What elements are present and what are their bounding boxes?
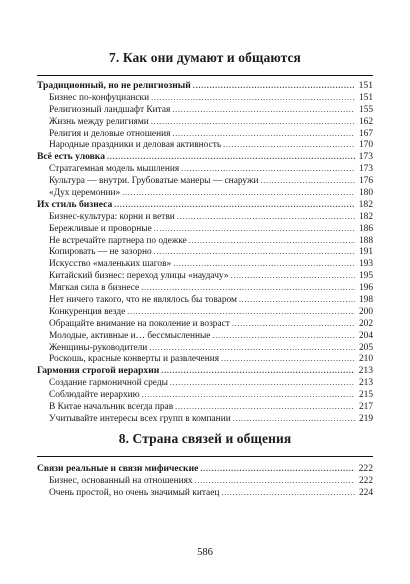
toc-entry-title: Бизнес-культура: корни и ветви bbox=[49, 211, 175, 222]
toc-entry-page: 167 bbox=[358, 128, 373, 139]
toc-entry-title: Очень простой, но очень значимый китаец bbox=[49, 487, 220, 498]
chapter-7-heading: 7. Как они думают и общаются bbox=[109, 50, 301, 65]
toc-entry bbox=[37, 235, 373, 247]
toc-entry-title: Жизнь между религиями bbox=[49, 116, 149, 127]
toc-entry-title: Роскошь, красные конверты и развлечения bbox=[49, 354, 220, 365]
dot-leader bbox=[122, 187, 355, 199]
toc-section-entry bbox=[37, 199, 373, 211]
toc-entry-page: 215 bbox=[358, 390, 373, 401]
toc-entry-page: 204 bbox=[358, 330, 373, 341]
toc-entry-title: Гармония строгой иерархии bbox=[37, 365, 160, 377]
toc-entry-title: Не встречайте партнера по одежке bbox=[49, 235, 187, 246]
toc-entry-page: 151 bbox=[358, 92, 373, 103]
toc-entry-page: 188 bbox=[358, 235, 373, 246]
toc-entry-page: 213 bbox=[358, 378, 373, 389]
toc-entry bbox=[37, 475, 373, 487]
toc-entry-title: Учитывайте интересы всех групп в компании bbox=[49, 413, 231, 424]
toc-entry-title: Религиозный ландшафт Китая bbox=[49, 104, 171, 115]
toc-entry-title: Религия и деловые отношения bbox=[49, 128, 171, 139]
dot-leader bbox=[260, 175, 355, 187]
toc-entry-page: 222 bbox=[358, 463, 373, 474]
toc-entry-title: Копировать — не зазорно bbox=[49, 247, 152, 258]
toc-entry bbox=[37, 270, 373, 282]
dot-leader bbox=[221, 487, 355, 499]
toc-entry-page: 155 bbox=[358, 104, 373, 115]
toc-entry-page: 219 bbox=[358, 413, 373, 424]
toc-entry-page: 213 bbox=[358, 365, 373, 377]
toc-entry bbox=[37, 318, 373, 330]
toc-entry-title: Соблюдайте иерархию bbox=[49, 390, 140, 401]
toc-entry bbox=[37, 116, 373, 128]
toc-entry-title: Традиционный, но не религиозный bbox=[37, 80, 191, 91]
chapter-8-toc bbox=[37, 463, 373, 499]
dot-leader bbox=[154, 246, 355, 258]
chapter-8-heading: 8. Страна связей и общения bbox=[118, 431, 292, 446]
dot-leader bbox=[151, 116, 355, 128]
page-number: 586 bbox=[197, 547, 213, 558]
toc-entry-title: Народные праздники и деловая активность bbox=[49, 140, 222, 151]
toc-entry bbox=[37, 401, 373, 413]
toc-section-entry bbox=[37, 80, 373, 92]
dot-leader bbox=[239, 294, 355, 306]
dot-leader bbox=[127, 306, 355, 318]
toc-entry bbox=[37, 175, 373, 187]
toc-entry bbox=[37, 487, 373, 499]
toc-section-entry bbox=[37, 463, 373, 475]
toc-entry-page: 193 bbox=[358, 259, 373, 270]
toc-entry bbox=[37, 258, 373, 270]
toc-entry-title: Обращайте внимание на поколение и возраст bbox=[49, 318, 230, 329]
dot-leader bbox=[107, 151, 355, 163]
dot-leader bbox=[172, 104, 355, 116]
chapter-8-rule bbox=[37, 456, 373, 457]
dot-leader bbox=[232, 318, 355, 330]
toc-entry bbox=[37, 377, 373, 389]
toc-entry bbox=[37, 139, 373, 151]
dot-leader bbox=[231, 270, 355, 282]
toc-entry-page: 180 bbox=[358, 188, 373, 199]
toc-entry-page: 173 bbox=[358, 151, 373, 163]
dot-leader bbox=[149, 342, 355, 354]
toc-entry bbox=[37, 92, 373, 104]
toc-entry-title: Женщины-руководители bbox=[49, 342, 148, 353]
toc-entry bbox=[37, 187, 373, 199]
dot-leader bbox=[177, 211, 355, 223]
toc-entry bbox=[37, 223, 373, 235]
toc-entry-page: 222 bbox=[358, 475, 373, 486]
dot-leader bbox=[200, 463, 355, 475]
dot-leader bbox=[223, 139, 355, 151]
toc-entry-title: Молодые, активные и… бессмысленные bbox=[49, 330, 211, 341]
toc-entry-page: 162 bbox=[358, 116, 373, 127]
toc-entry bbox=[37, 282, 373, 294]
toc-entry-page: 210 bbox=[358, 354, 373, 365]
toc-entry bbox=[37, 330, 373, 342]
dot-leader bbox=[151, 92, 355, 104]
toc-entry bbox=[37, 104, 373, 116]
toc-entry bbox=[37, 389, 373, 401]
dot-leader bbox=[189, 235, 355, 247]
dot-leader bbox=[195, 475, 355, 487]
toc-entry-title: Культура — внутри. Грубоватые манеры — снаружи bbox=[49, 176, 259, 187]
chapter-7-toc bbox=[37, 80, 373, 425]
toc-entry-title: Бизнес, основанный на отношениях bbox=[49, 475, 193, 486]
toc-entry bbox=[37, 163, 373, 175]
toc-entry-title: Конкуренция везде bbox=[49, 306, 126, 317]
dot-leader bbox=[170, 377, 355, 389]
toc-section-entry bbox=[37, 365, 373, 377]
dot-leader bbox=[172, 128, 355, 140]
dot-leader bbox=[181, 163, 355, 175]
dot-leader bbox=[212, 330, 355, 342]
toc-entry-title: Их стиль бизнеса bbox=[37, 198, 113, 210]
toc-entry bbox=[37, 342, 373, 354]
toc-entry-page: 202 bbox=[358, 318, 373, 329]
toc-entry-title: Бережливые и проворные bbox=[49, 223, 152, 234]
toc-entry-page: 191 bbox=[358, 247, 373, 258]
toc-entry-title: «Дух церемонии» bbox=[49, 188, 121, 199]
toc-entry-page: 217 bbox=[358, 402, 373, 413]
toc-entry-page: 182 bbox=[358, 198, 373, 210]
toc-entry-page: 224 bbox=[358, 487, 373, 498]
dot-leader bbox=[114, 199, 355, 211]
toc-entry-page: 198 bbox=[358, 295, 373, 306]
chapter-7-rule bbox=[37, 75, 373, 76]
toc-entry-page: 205 bbox=[358, 342, 373, 353]
dot-leader bbox=[161, 365, 355, 377]
dot-leader bbox=[175, 401, 355, 413]
toc-entry bbox=[37, 246, 373, 258]
toc-section-entry bbox=[37, 151, 373, 163]
dot-leader bbox=[141, 282, 355, 294]
toc-entry-page: 200 bbox=[358, 306, 373, 317]
dot-leader bbox=[193, 80, 355, 92]
toc-entry-page: 170 bbox=[358, 140, 373, 151]
dot-leader bbox=[221, 353, 355, 365]
toc-entry bbox=[37, 306, 373, 318]
toc-entry bbox=[37, 353, 373, 365]
dot-leader bbox=[173, 258, 355, 270]
toc-entry-title: Нет ничего такого, что не являлось бы товаром bbox=[49, 295, 237, 306]
toc-entry-page: 176 bbox=[358, 176, 373, 187]
toc-entry-title: Создание гармоничной среды bbox=[49, 378, 168, 389]
toc-entry-title: Всё есть уловка bbox=[37, 151, 105, 163]
toc-entry-title: Стратагемная модель мышления bbox=[49, 164, 180, 175]
dot-leader bbox=[233, 413, 355, 425]
toc-entry bbox=[37, 294, 373, 306]
toc-entry-title: Бизнес по-конфуциански bbox=[49, 92, 150, 103]
toc-entry-title: Связи реальные и связи мифические bbox=[37, 463, 199, 474]
dot-leader bbox=[154, 223, 355, 235]
toc-entry-page: 196 bbox=[358, 283, 373, 294]
toc-entry bbox=[37, 413, 373, 425]
toc-entry-title: Китайский бизнес: переход улицы «наудачу» bbox=[49, 271, 229, 282]
toc-entry-title: Мягкая сила в бизнесе bbox=[49, 283, 140, 294]
toc-entry-page: 186 bbox=[358, 223, 373, 234]
dot-leader bbox=[142, 389, 355, 401]
toc-entry-page: 182 bbox=[358, 211, 373, 222]
toc-entry bbox=[37, 128, 373, 140]
toc-entry-page: 195 bbox=[358, 271, 373, 282]
toc-entry-page: 151 bbox=[358, 80, 373, 91]
toc-entry-page: 173 bbox=[358, 164, 373, 175]
toc-entry-title: Искусство «маленьких шагов» bbox=[49, 259, 172, 270]
toc-entry-title: В Китае начальник всегда прав bbox=[49, 402, 174, 413]
toc-entry bbox=[37, 211, 373, 223]
